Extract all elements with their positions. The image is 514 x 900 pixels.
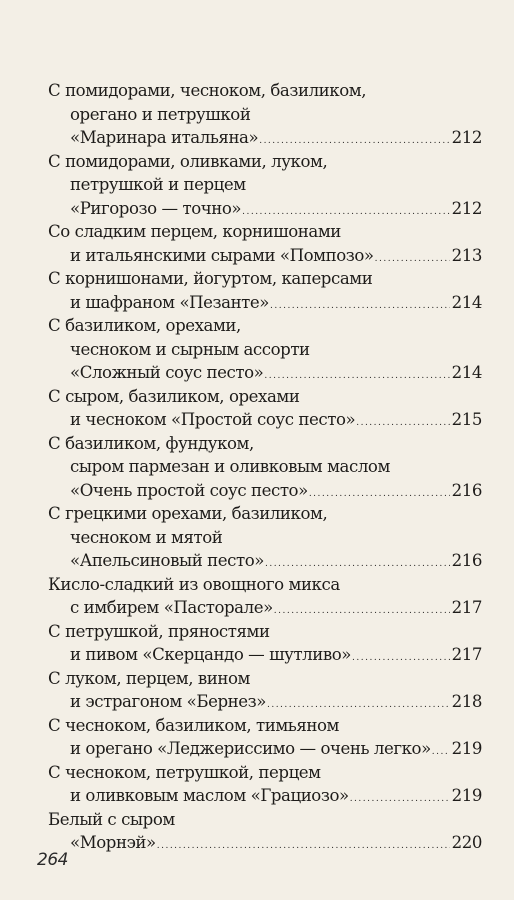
toc-entry-line: С помидорами, чесноком, базиликом, — [48, 81, 367, 100]
toc-entry — [48, 761, 482, 808]
toc-entry-last-line — [48, 784, 482, 808]
toc-page-number: 214 — [451, 363, 482, 382]
toc-page-number: 212 — [451, 128, 482, 147]
toc-entry-line: С чесноком, петрушкой, перцем — [48, 762, 321, 782]
toc-entry — [48, 502, 482, 573]
toc-entry — [48, 432, 482, 503]
toc-page-number: 219 — [451, 786, 482, 805]
table-of-contents — [48, 79, 482, 855]
dot-leader — [157, 835, 450, 859]
dot-leader — [350, 788, 450, 812]
toc-entry — [48, 620, 482, 667]
toc-entry-title: «Маринара итальяна» — [70, 128, 259, 147]
toc-entry-last-line — [48, 197, 482, 221]
toc-entry-last-line — [48, 291, 482, 315]
toc-entry-line: С базиликом, орехами, — [48, 316, 241, 335]
toc-entry-last-line — [48, 690, 482, 714]
toc-entry-line: Белый с сыром — [48, 809, 175, 829]
toc-entry — [48, 314, 482, 385]
dot-leader — [352, 647, 450, 671]
toc-entry — [48, 573, 482, 620]
toc-entry-line: С грецкими орехами, базиликом, — [48, 504, 328, 523]
toc-entry-line: С чесноком, базиликом, тимьяном — [48, 715, 339, 735]
toc-page-number: 217 — [451, 645, 482, 664]
toc-entry-last-line — [48, 643, 482, 667]
toc-entry-line: чесноком и сырным ассорти — [70, 339, 310, 359]
toc-entry-title: и орегано «Леджериссимо — очень легко» — [70, 739, 431, 758]
toc-entry-last-line — [48, 244, 482, 268]
toc-entry-last-line — [48, 479, 482, 503]
toc-entry-line: чесноком и мятой — [70, 527, 223, 547]
toc-entry-title: и шафраном «Пезанте» — [70, 292, 269, 312]
toc-entry-line: Со сладким перцем, корнишонами — [48, 222, 341, 241]
toc-entry-title: «Ригорозо — точно» — [70, 198, 242, 218]
toc-entry-title: «Очень простой соус песто» — [70, 480, 308, 500]
toc-page-number: 212 — [451, 198, 482, 218]
toc-entry-line: Кисло-сладкий из овощного микса — [48, 574, 340, 594]
toc-entry-line: С корнишонами, йогуртом, каперсами — [48, 269, 373, 288]
dot-leader — [432, 741, 450, 765]
toc-entry-line: С базиликом, фундуком, — [48, 433, 254, 453]
dot-leader — [375, 248, 450, 272]
toc-entry-line: петрушкой и перцем — [70, 175, 246, 194]
toc-entry-line: сыром пармезан и оливковым маслом — [70, 457, 390, 476]
toc-entry — [48, 79, 482, 150]
page-number: 264 — [37, 850, 68, 870]
toc-entry-title: «Апельсиновый песто» — [70, 551, 264, 570]
toc-entry-last-line — [48, 549, 482, 573]
toc-page-number: 219 — [451, 739, 482, 758]
toc-page-number: 216 — [451, 551, 482, 570]
toc-entry-line: орегано и петрушкой — [70, 104, 251, 124]
toc-entry-title: и эстрагоном «Бернез» — [70, 692, 266, 711]
toc-page-number: 215 — [451, 410, 482, 429]
dot-leader — [270, 295, 450, 319]
toc-page-number: 213 — [451, 245, 482, 265]
toc-entry-line: С петрушкой, пряностями — [48, 621, 270, 641]
toc-entry-last-line — [48, 737, 482, 761]
dot-leader — [356, 412, 449, 436]
toc-entry-title: с имбирем «Пасторале» — [70, 598, 273, 617]
dot-leader — [309, 483, 450, 507]
toc-entry-title: и итальянскими сырами «Помпозо» — [70, 245, 374, 265]
toc-entry — [48, 714, 482, 761]
toc-page-number: 218 — [451, 692, 482, 711]
toc-entry — [48, 667, 482, 714]
toc-entry-last-line — [48, 596, 482, 620]
toc-entry — [48, 220, 482, 267]
toc-entry-title: и чесноком «Простой соус песто» — [70, 410, 356, 429]
toc-entry — [48, 385, 482, 432]
toc-entry-title: «Морнэй» — [70, 833, 156, 852]
toc-page-number: 214 — [451, 292, 482, 312]
toc-entry-line: С сыром, базиликом, орехами — [48, 386, 300, 406]
toc-page-number: 217 — [451, 598, 482, 617]
toc-page-number: 216 — [451, 480, 482, 500]
dot-leader — [274, 600, 450, 624]
toc-entry-title: и оливковым маслом «Грациозо» — [70, 786, 349, 805]
toc-entry — [48, 808, 482, 855]
toc-entry-last-line — [48, 126, 482, 150]
toc-entry-line: С луком, перцем, вином — [48, 668, 251, 688]
toc-entry-line: С помидорами, оливками, луком, — [48, 151, 328, 171]
toc-entry-last-line — [48, 361, 482, 385]
toc-entry — [48, 150, 482, 221]
toc-entry-title: и пивом «Скерцандо — шутливо» — [70, 645, 352, 664]
toc-entry — [48, 267, 482, 314]
toc-entry-last-line — [48, 831, 482, 855]
toc-entry-last-line — [48, 408, 482, 432]
toc-entry-title: «Сложный соус песто» — [70, 363, 264, 382]
toc-page-number: 220 — [451, 833, 482, 852]
